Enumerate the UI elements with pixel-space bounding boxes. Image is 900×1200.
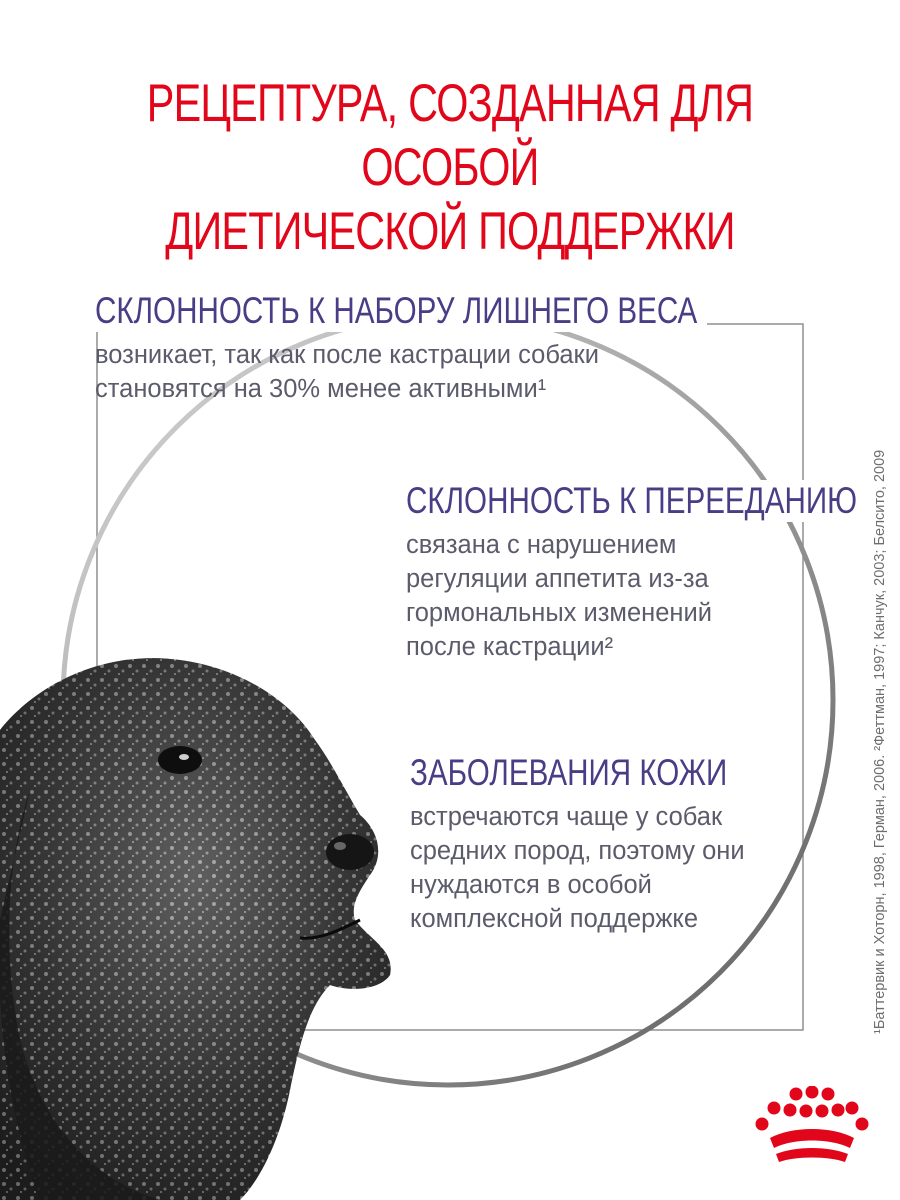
references-footnote: ¹Баттервик и Хоторн, 1998, Герман, 2006. ²Феттман, 1997; Канчук, 2003; Белсито, 2009	[872, 449, 888, 1034]
point-description	[410, 800, 819, 936]
point-line: встречаются чаще у собак	[410, 803, 723, 831]
point-heading: СКЛОННОСТЬ К НАБОРУ ЛИШНЕГО ВЕСА	[95, 290, 707, 332]
point-heading: СКЛОННОСТЬ К ПЕРЕЕДАНИЮ	[406, 480, 867, 522]
point-line: становятся на 30% менее активными¹	[95, 375, 547, 403]
point-line: регуляции аппетита из-за	[406, 565, 709, 593]
point-description	[95, 338, 860, 406]
title-line-1: РЕЦЕПТУРА, СОЗДАННАЯ ДЛЯ ОСОБОЙ	[146, 74, 754, 197]
point-line: средних пород, поэтому они	[410, 837, 745, 865]
dog-photo	[0, 620, 410, 1200]
title-line-2: ДИЕТИЧЕСКОЙ ПОДДЕРЖКИ	[165, 202, 735, 261]
point-line: возникает, так как после кастрации собаки	[95, 341, 599, 369]
point-overeating	[406, 480, 900, 664]
point-line: после кастрации²	[406, 633, 614, 661]
point-description	[406, 528, 900, 664]
crown-logo-icon	[752, 1086, 872, 1170]
point-weight-gain	[95, 290, 860, 406]
point-heading: ЗАБОЛЕВАНИЯ КОЖИ	[410, 752, 737, 794]
page-title	[99, 72, 801, 264]
point-skin-diseases	[410, 752, 819, 936]
point-line: гормональных изменений	[406, 599, 712, 627]
point-line: нуждаются в особой	[410, 871, 652, 899]
point-line: связана с нарушением	[406, 531, 677, 559]
point-line: комплексной поддержке	[410, 905, 699, 933]
